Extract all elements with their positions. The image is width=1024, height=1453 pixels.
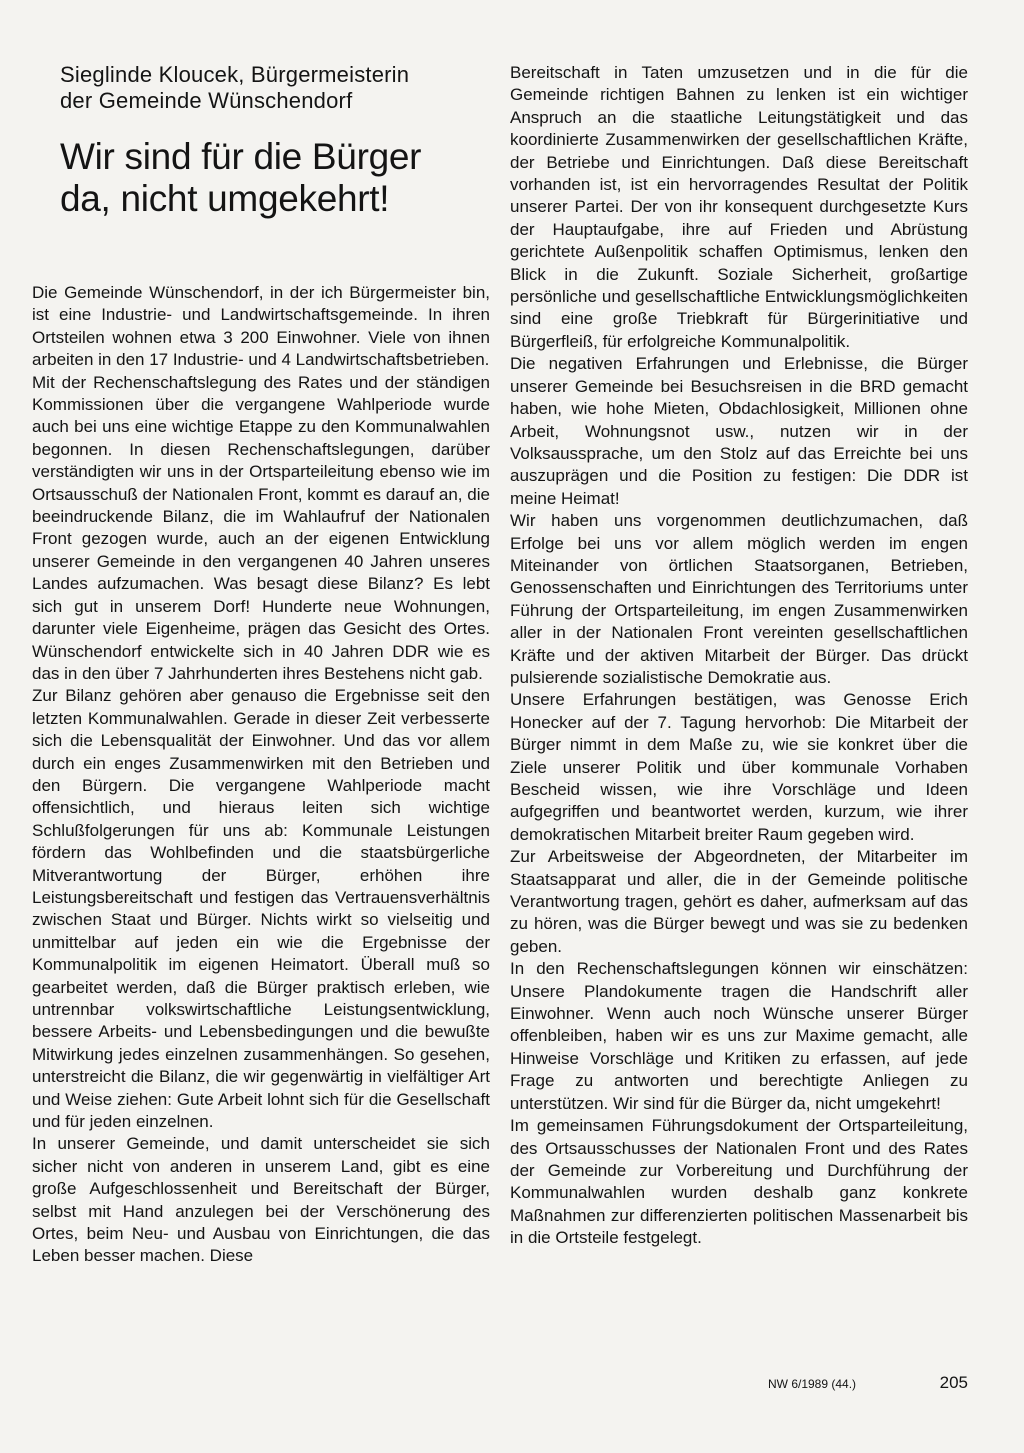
paragraph: Die Gemeinde Wünschendorf, in der ich Bürgermeister bin, ist eine Industrie- und Landwirtschaftsgemeinde. In ihren Ortsteilen wohnen etwa 3 200 Einwohner. Viele von ihnen arbeiten in den 17 Industrie- und 4 Landwirtschaftsbetrieben. (32, 283, 490, 370)
author-line: Sieglinde Kloucek, Bürgermeisterin (60, 62, 410, 87)
page-number: 205 (939, 1373, 968, 1392)
paragraph: Unsere Erfahrungen bestätigen, was Genosse Erich Honecker auf der 7. Tagung hervorhob: Die Mitarbeit der Bürger nimmt in dem Maße zu, wie sie konkret über die Ziele unserer Politik und über kommunale Vorhaben Bescheid wissen, wie ihre Vorschläge und Ideen aufgegriffen und beantwortet werden, kurzum, wie ihrer demokratischen Mitarbeit breiter Raum gegeben wird. (510, 690, 968, 844)
right-column (510, 62, 968, 1250)
paragraph: Die negativen Erfahrungen und Erlebnisse, die Bürger unserer Gemeinde bei Besuchsreisen in die BRD gemacht haben, wie hohe Mieten, Obdachlosigkeit, Millionen ohne Arbeit, Wohnungsnot usw., nutzen wir in der Volksaussprache, um den Stolz auf das Erreichte bei uns auszuprägen und die Position zu festigen: Die DDR ist meine Heimat! (510, 354, 968, 508)
left-column-body (32, 282, 490, 1268)
author-line: der Gemeinde Wünschendorf (60, 88, 353, 113)
page-footer (768, 1373, 968, 1395)
paragraph: Im gemeinsamen Führungsdokument der Ortsparteileitung, des Ortsausschusses der Nationalen Front und des Rates der Gemeinde zur Vorbereitung und Durchführung der Kommunalwahlen wurden deshalb ganz konkrete Maßnahmen zur differenzierten politischen Massenarbeit bis in die Ortsteile festgelegt. (510, 1116, 968, 1248)
paragraph: In den Rechenschaftslegungen können wir einschätzen: Unsere Plandokumente tragen die Handschrift aller Einwohner. Wenn auch noch Wünsche unserer Bürger offenbleiben, haben wir es uns zur Maxime gemacht, alle Hinweise Vorschläge und Kritiken zu erfassen, auf jede Frage zu antworten und berechtigte Anliegen zu unterstützen. Wir sind für die Bürger da, nicht umgekehrt! (510, 959, 968, 1113)
paragraph: Wir haben uns vorgenommen deutlichzumachen, daß Erfolge bei uns vor allem möglich werden im engen Miteinander von örtlichen Staatsorganen, Betrieben, Genossenschaften und Einrichtungen des Territoriums unter Führung der Ortsparteileitung, im engen Zusammenwirken aller in der Nationalen Front vereinten gesellschaftlichen Kräfte und der aktiven Mitarbeit der Bürger. Das drückt pulsierende sozialistische Demokratie aus. (510, 511, 968, 687)
paragraph: In unserer Gemeinde, und damit unterscheidet sie sich sicher nicht von anderen in unserem Land, gibt es eine große Aufgeschlossenheit und Bereitschaft der Bürger, selbst mit Hand anzulegen bei der Verschönerung des Ortes, beim Neu- und Ausbau von Einrichtungen, die das Leben besser machen. Diese (32, 1134, 490, 1266)
article-title (60, 136, 490, 220)
title-line: da, nicht umgekehrt! (60, 178, 390, 219)
journal-reference: NW 6/1989 (44.) (768, 1377, 857, 1391)
title-line: Wir sind für die Bürger (60, 136, 422, 177)
paragraph: Bereitschaft in Taten umzusetzen und in die für die Gemeinde richtigen Bahnen zu lenken ist ein wichtiger Anspruch an die staatliche Leitungstätigkeit und das koordinierte Zusammenwirken der gesellschaftlichen Kräfte, der Betriebe und Einrichtungen. Daß diese Bereitschaft vorhanden ist, ist ein hervorragendes Resultat der Politik unserer Partei. Der von ihr konsequent durchgesetzte Kurs der Hauptaufgabe, ihre auf Frieden und Abrüstung gerichtete Außenpolitik schaffen Optimismus, lenken den Blick in die Zukunft. Soziale Sicherheit, großartige persönliche und gesellschaftliche Entwicklungsmöglichkeiten sind eine große Triebkraft für Bürgerinitiative und Bürgerfleiß, für erfolgreiche Kommunalpolitik. (510, 63, 968, 351)
paragraph: Zur Arbeitsweise der Abgeordneten, der Mitarbeiter im Staatsapparat und aller, die in der Gemeinde politische Verantwortung tragen, gehört es daher, aufmerksam auf das zu hören, was die Bürger bewegt und was sie zu bedenken geben. (510, 847, 968, 956)
paragraph: Mit der Rechenschaftslegung des Rates und der ständigen Kommissionen über die vergangene Wahlperiode wurde auch bei uns eine wichtige Etappe zu den Kommunalwahlen begonnen. In diesen Rechenschaftslegungen, darüber verständigten wir uns in der Ortsparteileitung ebenso wie im Ortsausschuß der Nationalen Front, kommt es darauf an, die beeindruckende Bilanz, die im Wahlaufruf der Nationalen Front gezogen wurde, auch an der eigenen Entwicklung unserer Gemeinde in den vergangenen 40 Jahren unseres Landes aufzumachen. Was besagt diese Bilanz? Es lebt sich gut in unserem Dorf! Hunderte neue Wohnungen, darunter viele Eigenheime, prägen das Gesicht des Ortes. Wünschendorf entwickelte sich in 40 Jahren DDR wie es das in den über 7 Jahrhunderten ihres Bestehens nicht gab. (32, 372, 490, 683)
paragraph: Zur Bilanz gehören aber genauso die Ergebnisse seit den letzten Kommunalwahlen. Gerade in dieser Zeit verbesserte sich die Lebensqualität der Einwohner. Und das vor allem durch ein enges Zusammenwirken mit den Betrieben und den Bürgern. Die vergangene Wahlperiode macht offensichtlich, und hieraus leiten sich wichtige Schlußfolgerungen für uns ab: Kommunale Leistungen fördern das Wohlbefinden und die staatsbürgerliche Mitverantwortung der Bürger, erhöhen ihre Leistungsbereitschaft und festigen das Vertrauensverhältnis zwischen Staat und Bürger. Nichts wirkt so vielseitig und unmittelbar auf jeden ein wie die Ergebnisse der Kommunalpolitik im eigenen Heimatort. Überall muß so gearbeitet werden, daß die Bürger praktisch erleben, wie untrennbar volkswirtschaftliche Leistungsentwicklung, bessere Arbeits- und Lebensbedingungen und die bewußte Mitwirkung jedes einzelnen zusammenhängen. So gesehen, unterstreicht die Bilanz, die wir gegenwärtig in vielfältiger Art und Weise ziehen: Gute Arbeit lohnt sich für die Gesellschaft und für jeden einzelnen. (32, 686, 490, 1132)
author-byline (60, 62, 490, 114)
left-column (32, 62, 490, 1268)
